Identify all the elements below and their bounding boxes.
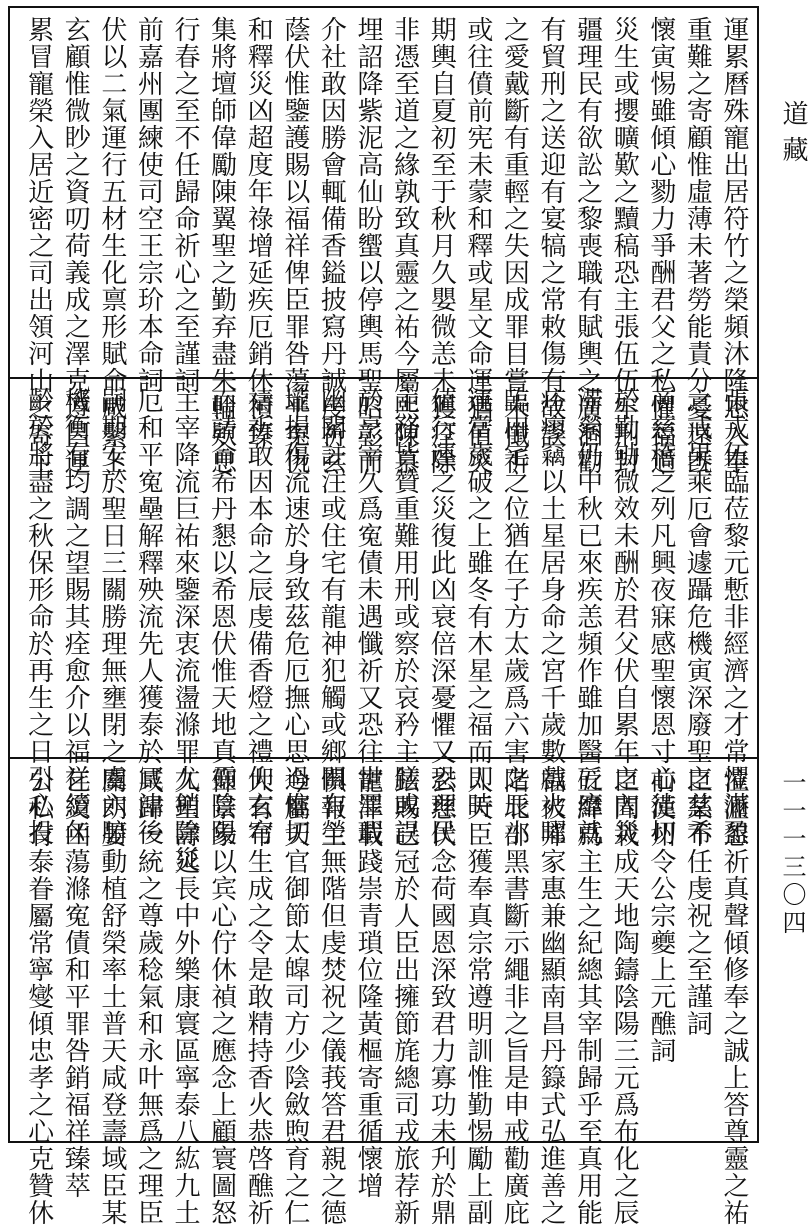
- text-column: 滞縈仍中秋已來疾恙頻作雖加醫砭靡就: [572, 387, 603, 846]
- text-column: 非憑至道之緣孰致真靈之祐今屬熙陳慕: [389, 16, 420, 475]
- text-column: 禱祈敢因本命之辰虔備香燈之禮仰玄穹: [243, 387, 274, 846]
- text-column: 公私有泰眷屬常寧燮傾忠孝之心克贊休: [23, 767, 54, 1226]
- text-column: 福被邦家惠兼幽顯南昌丹籙式弘進善之: [536, 767, 566, 1226]
- text-column: 前漢州令公宗夔上元醮詞: [645, 767, 676, 1064]
- text-column: 嗣期安於聖日三關勝理無壅閉之虞六腑: [96, 387, 127, 846]
- text-column: 機衡有均調之望賜其痊愈介以福祥續年: [60, 387, 91, 846]
- text-column: 伏以二氣運行五材生化禀形賦命咸繫上: [96, 16, 127, 475]
- collection-title: 道藏: [778, 100, 808, 172]
- text-column: 厄和平寃壘解釋殃流先人獲泰於冥津後: [133, 387, 164, 846]
- text-column: 行春之至不任歸命祈心之至謹詞: [170, 16, 200, 394]
- text-column: 階北部黑書斷示繩非之旨是申戒勸廣庇: [499, 767, 530, 1226]
- text-column: 或往僨前宪未蒙和釋或星文命運猶值災: [462, 16, 493, 475]
- panel-middle: [10, 379, 757, 873]
- text-column: 値行運之災復此凶衰倍深憂懼又恐理民: [426, 387, 457, 846]
- text-column: 災生或攖曠歎之黷稿恐主張伍伍牢刑封: [609, 16, 640, 475]
- text-column: 咸歸一統之尊歲稔氣和永叶無爲之理臣: [133, 767, 164, 1226]
- text-column: 期輿自夏初至于秋月久嬰微恙未獲痊除: [426, 16, 457, 475]
- text-column: 懷寅惕雖傾心勠力爭酬君父之私懼福過: [645, 16, 676, 475]
- text-column: 痊瘳竊以土星居身命之宮千歲數戲火曜: [536, 387, 566, 846]
- text-column: 泣瀝懇祈真聲傾修奉之誠上答尊靈之祐: [719, 767, 749, 1226]
- text-column: 埋詔降紫泥高仙盼蠁以停輿馬聖昭彰而: [353, 16, 383, 475]
- page-number: 一一一三〇四: [778, 770, 806, 938]
- panel-bottom: [10, 759, 757, 1226]
- text-column: 惧報主無階但虔焚祝之儀莪答君親之德: [316, 767, 347, 1226]
- text-column: 主宰降流巨祐來鑒深衷流盪滌罪尤銷除災: [170, 387, 200, 873]
- text-column: 主務皆贊重難用刑或察於哀矜主膳或誤: [389, 387, 420, 846]
- text-column: 前嘉州團練使司空王宗玠本命詞: [133, 16, 164, 394]
- text-column: 五緯爲主生之紀總其宰制歸乎至真用能: [572, 767, 603, 1226]
- text-column: 張戎伍臨莅黎元慙非經濟之才常懼滿盈: [719, 387, 749, 846]
- text-column: 人天臣獲奉真宗常遵明訓惟勤惕勵上副: [462, 767, 493, 1226]
- text-column: 啇慈稽之列凡興夜寐感聖懷恩寸心徒切: [645, 387, 676, 846]
- text-column: 寵澤載踐崇青瑣位隆黃樞寄重循懷增: [353, 767, 383, 1199]
- text-column: 和釋災凶超度年祿增延疾厄銷休禎臻: [243, 16, 274, 448]
- text-column: 而請命希丹懇以希恩伏惟天地真靈陰陽: [206, 387, 237, 846]
- text-column: 有貿刑之送迎有宴犒之常敕傷有故誤: [536, 16, 566, 448]
- page-frame: [8, 6, 759, 1226]
- text-column: 關朗晏動植舒榮率土普天咸登壽域臣某: [96, 767, 127, 1226]
- text-column: 於勤劬微效未酬於君父伏自累年之內災: [609, 387, 640, 846]
- text-column: 疆理民有欲訟之黎喪職有賦輿之廣涸勸: [572, 16, 603, 475]
- text-column: 大有布生成之令是敢精持香火恭啓醮祈: [243, 767, 274, 1226]
- panel-top: [10, 8, 757, 475]
- text-column: 重難之寄顧惟虛薄未著勞能責分憂遠旣: [682, 16, 713, 475]
- text-column: 壠損傷流速於身致茲危厄撫心思過惟切: [279, 387, 310, 846]
- text-column: 集將壇師偉勵陳翼聖之勤弃盡朱輪欵息: [206, 16, 237, 475]
- text-column: 臣聞栽成天地陶鑄陰陽三元爲布化之辰: [609, 767, 640, 1226]
- text-column: 今屬天官御節太皡司方少陰斂煦育之仁: [279, 767, 310, 1226]
- text-column: 乞災凶蕩滌寃債和平罪咎銷福祥臻萃: [60, 767, 91, 1199]
- text-column: 臣某不任虔祝之至謹詞: [682, 767, 713, 1037]
- text-column: 幽關註注或住宅有龍神犯觸或鄉關有塋: [316, 387, 347, 846]
- text-column: 運當歲破之上雖冬有木星之福而即時: [462, 387, 493, 819]
- text-column: 介社敢因勝會輒備香鎰披寫丹誠虔祈玄: [316, 16, 347, 475]
- text-column: 之愛戴斷有重輕之失因成罪目嘗未懺祈: [499, 16, 530, 475]
- text-column: 之戒果乘厄會遽躡危機寅深廢聖之慈希: [682, 387, 713, 846]
- text-column: 臨田宅之位猶在子方太歲爲六害之辰小: [499, 387, 530, 846]
- text-column: 仰景象以宾心佇休禎之應念上顧寰圖怒: [206, 767, 237, 1226]
- text-column: 久聖壽延長中外樂康寰區寧泰八紘九土: [170, 767, 200, 1226]
- text-column: 蔭伏惟鑒護賜以福祥俾臣罪咎蕩平寃仇: [279, 16, 310, 475]
- text-column: 累冒寵榮入居近密之司出領河山之寄主: [23, 16, 54, 475]
- text-column: 玄顧惟微眇之資叨荷義成之澤克遵昌運: [60, 16, 91, 475]
- text-column: 鉉賜已冠於人臣出擁節旄總司戎旅荐新: [389, 767, 420, 1226]
- text-column: 於烹宰久爲寃債未遇懺祈又恐往世罪瑕: [353, 387, 383, 846]
- text-column: 齡於將盡之秋保形命於再生之日引心投: [23, 387, 54, 846]
- text-column: 運累曆殊寵出居符竹之榮頻沐隆恩入奉: [719, 16, 749, 475]
- text-column: 玄慈伏念荷國恩深致君力寡功未刋於鼎: [426, 767, 457, 1226]
